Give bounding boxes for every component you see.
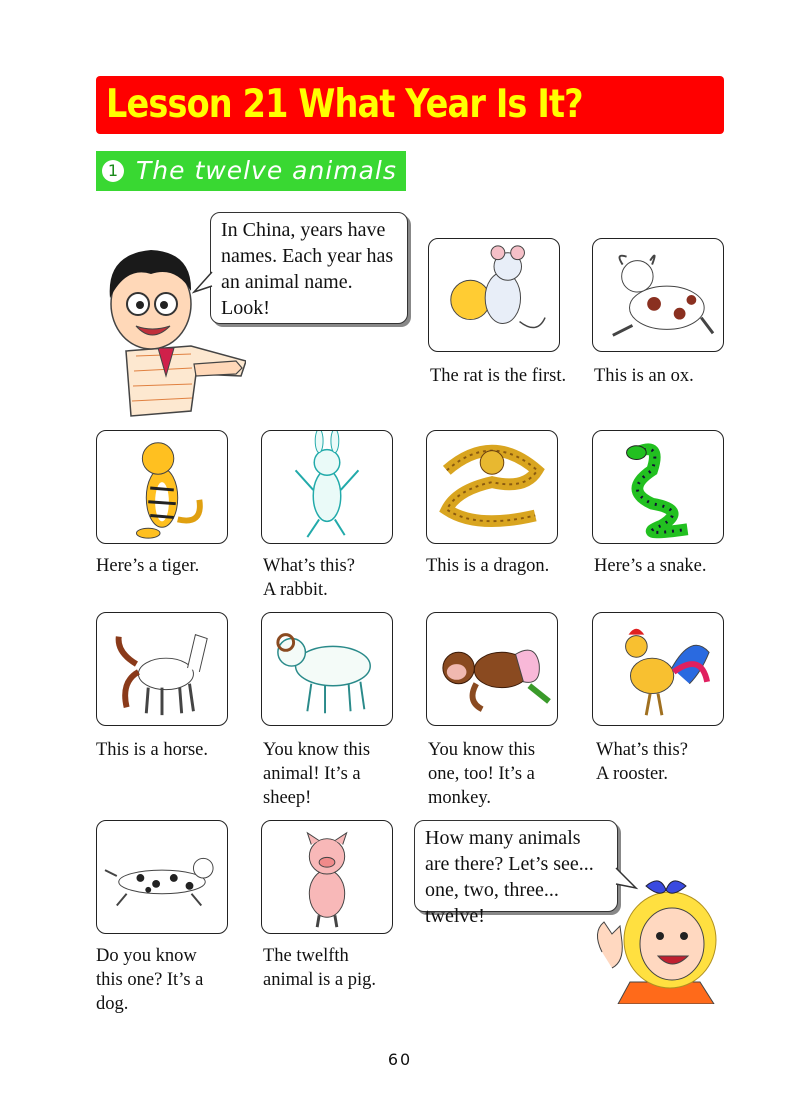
snake-icon	[593, 431, 723, 543]
dragon-icon	[427, 431, 557, 543]
caption-snake: Here’s a snake.	[594, 556, 707, 576]
girl-speech-bubble	[414, 820, 618, 927]
lesson-title: Lesson 21 What Year Is It?	[106, 82, 583, 127]
section-heading	[96, 151, 406, 191]
rabbit-icon	[262, 431, 392, 543]
monkey-icon	[427, 613, 557, 725]
caption-rat: The rat is the first.	[430, 366, 567, 386]
caption-rabbit: What’s this? A rabbit.	[263, 556, 355, 600]
animal-card-sheep	[261, 612, 393, 726]
caption-dog: Do you know this one? It’s a dog.	[96, 946, 204, 1014]
caption-monkey: You know this one, too! It’s a monkey.	[428, 740, 536, 808]
lesson-title-bar	[96, 76, 724, 134]
girl-speech-text: How many animals are there? Let’s see... one, two, three... twelve!	[425, 827, 594, 927]
horse-icon	[97, 613, 227, 725]
animal-card-rat	[428, 238, 560, 352]
caption-tiger: Here’s a tiger.	[96, 556, 200, 576]
boy-speech-tail	[192, 270, 214, 296]
animal-card-horse	[96, 612, 228, 726]
page-number: 60	[387, 1050, 413, 1069]
animal-card-pig	[261, 820, 393, 934]
sheep-icon	[262, 613, 392, 725]
ox-icon	[593, 239, 723, 351]
animal-card-snake	[592, 430, 724, 544]
section-number: 1	[102, 160, 124, 182]
animal-card-tiger	[96, 430, 228, 544]
dog-icon	[97, 821, 227, 933]
animal-card-rabbit	[261, 430, 393, 544]
pig-icon	[262, 821, 392, 933]
girl-illustration	[590, 872, 730, 1004]
boy-speech-bubble	[210, 212, 408, 324]
animal-card-dog	[96, 820, 228, 934]
caption-sheep: You know this animal! It’s a sheep!	[263, 740, 371, 808]
caption-horse: This is a horse.	[96, 740, 209, 760]
rooster-icon	[593, 613, 723, 725]
caption-pig: The twelfth animal is a pig.	[263, 946, 377, 990]
animal-card-monkey	[426, 612, 558, 726]
tiger-icon	[97, 431, 227, 543]
caption-ox: This is an ox.	[594, 366, 694, 386]
animal-card-ox	[592, 238, 724, 352]
animal-card-dragon	[426, 430, 558, 544]
section-title: The twelve animals	[136, 156, 397, 185]
animal-card-rooster	[592, 612, 724, 726]
boy-speech-text: In China, years have names. Each year has an animal name. Look!	[221, 219, 394, 319]
rat-icon	[429, 239, 559, 351]
caption-dragon: This is a dragon.	[426, 556, 550, 576]
caption-rooster: What’s this? A rooster.	[596, 740, 688, 784]
